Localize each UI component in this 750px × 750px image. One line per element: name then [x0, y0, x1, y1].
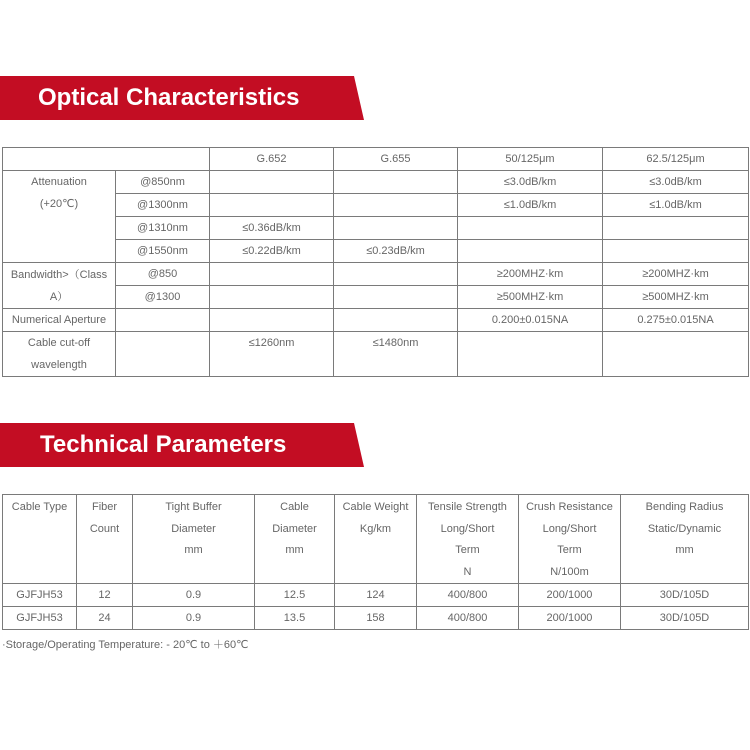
g655-cell [334, 171, 458, 194]
mm625-cell [603, 240, 749, 263]
g652-cell: ≤0.36dB/km [210, 217, 334, 240]
mm625-cell: ≥500MHZ·km [603, 286, 749, 309]
wavelength-cell: @1300 [116, 286, 210, 309]
tensile-strength-cell: 400/800 [417, 607, 519, 630]
cable-type-cell: GJFJH53 [3, 607, 77, 630]
mm50-cell [458, 240, 603, 263]
g655-cell [334, 309, 458, 332]
g655-cell [334, 286, 458, 309]
cutoff-label-line1: Cable cut-off [27, 337, 91, 349]
attenuation-label [3, 171, 116, 263]
mm50-cell [458, 217, 603, 240]
bandwidth-label-line2: A） [49, 290, 69, 303]
mm50-cell [458, 332, 603, 377]
attenuation-label-line2: (+20℃) [39, 198, 79, 210]
fiber-count-cell: 24 [77, 607, 133, 630]
optical-characteristics-table [2, 147, 749, 377]
tensile-strength-cell: 400/800 [417, 584, 519, 607]
sub-cell [116, 332, 210, 377]
cutoff-label-line2: wavelength [31, 359, 87, 371]
mm50-cell: ≤3.0dB/km [458, 171, 603, 194]
mm50-cell: ≥500MHZ·km [458, 286, 603, 309]
header-cell-tensile-strength [417, 495, 519, 584]
header-line: Term [557, 544, 582, 556]
header-line: mm [184, 544, 203, 556]
header-cell: 50/125μm [458, 148, 603, 171]
header-cell-fiber-count [77, 495, 133, 584]
header-line: Cable Weight [342, 501, 409, 513]
cable-weight-cell: 158 [335, 607, 417, 630]
wavelength-cell: @1310nm [116, 217, 210, 240]
g655-cell: ≤0.23dB/km [334, 240, 458, 263]
wavelength-cell: @1550nm [116, 240, 210, 263]
crush-resistance-cell: 200/1000 [519, 607, 621, 630]
header-line: Diameter [272, 522, 317, 535]
g652-cell [210, 286, 334, 309]
header-cell-cable-diameter [255, 495, 335, 584]
mm625-cell [603, 332, 749, 377]
header-line: mm [285, 544, 304, 556]
cable-diameter-cell: 13.5 [255, 607, 335, 630]
optical-characteristics-title: Optical Characteristics [38, 84, 300, 111]
header-line: Crush Resistance [526, 501, 613, 513]
table-row [3, 171, 749, 194]
header-cell: G.655 [334, 148, 458, 171]
header-line: Static/Dynamic [647, 522, 722, 535]
tight-buffer-cell: 0.9 [133, 607, 255, 630]
mm50-cell: ≥200MHZ·km [458, 263, 603, 286]
header-line: Bending Radius [645, 501, 724, 513]
header-line: Fiber [91, 501, 118, 513]
table-row [3, 584, 749, 607]
header-cell-cable-weight [335, 495, 417, 584]
table-row [3, 309, 749, 332]
table-header-row [3, 495, 749, 584]
g655-cell: ≤1480nm [334, 332, 458, 377]
bandwidth-label [3, 263, 116, 309]
bandwidth-label-line1: Bandwidth>（Class [10, 268, 108, 281]
header-line: N/100m [550, 565, 589, 578]
g652-cell: ≤0.22dB/km [210, 240, 334, 263]
header-line: Cable [280, 501, 309, 513]
g652-cell: ≤1260nm [210, 332, 334, 377]
wavelength-cell: @850 [116, 263, 210, 286]
cutoff-label [3, 332, 116, 377]
header-cell: 62.5/125μm [603, 148, 749, 171]
header-line: Term [455, 544, 480, 556]
header-line: Tensile Strength [428, 501, 507, 513]
g652-cell [210, 171, 334, 194]
header-cell [3, 148, 210, 171]
header-cell-bending-radius [621, 495, 749, 584]
header-line: Tight Buffer [165, 501, 222, 513]
header-cell-crush-resistance [519, 495, 621, 584]
wavelength-cell: @1300nm [116, 194, 210, 217]
mm625-cell: ≤1.0dB/km [603, 194, 749, 217]
bending-radius-cell: 30D/105D [621, 607, 749, 630]
mm50-cell: ≤1.0dB/km [458, 194, 603, 217]
attenuation-label-line1: Attenuation [31, 176, 87, 188]
g655-cell [334, 217, 458, 240]
mm625-cell: ≤3.0dB/km [603, 171, 749, 194]
g655-cell [334, 194, 458, 217]
g655-cell [334, 263, 458, 286]
header-line: Kg/km [359, 522, 392, 535]
wavelength-cell: @850nm [116, 171, 210, 194]
technical-parameters-table [2, 494, 749, 630]
header-line: Count [89, 522, 120, 535]
g652-cell [210, 194, 334, 217]
mm625-cell: 0.275±0.015NA [603, 309, 749, 332]
header-line: N [463, 565, 472, 578]
mm625-cell [603, 217, 749, 240]
technical-parameters-title: Technical Parameters [40, 431, 287, 458]
storage-temperature-note: ·Storage/Operating Temperature: - 20℃ to ＋60℃ [2, 639, 249, 651]
mm50-cell: 0.200±0.015NA [458, 309, 603, 332]
header-line: Cable Type [11, 501, 68, 513]
crush-resistance-cell: 200/1000 [519, 584, 621, 607]
tight-buffer-cell: 0.9 [133, 584, 255, 607]
table-row [3, 332, 749, 377]
table-header-row [3, 148, 749, 171]
header-line: mm [675, 544, 694, 556]
fiber-count-cell: 12 [77, 584, 133, 607]
header-line: Long/Short [440, 522, 495, 535]
g652-cell [210, 309, 334, 332]
g652-cell [210, 263, 334, 286]
table-row [3, 263, 749, 286]
sub-cell [116, 309, 210, 332]
table-row [3, 607, 749, 630]
header-cell-tight-buffer [133, 495, 255, 584]
header-cell: G.652 [210, 148, 334, 171]
header-line: Long/Short [542, 522, 597, 535]
bending-radius-cell: 30D/105D [621, 584, 749, 607]
numerical-aperture-label: Numerical Aperture [3, 309, 116, 332]
header-line: Diameter [171, 522, 216, 535]
cable-type-cell: GJFJH53 [3, 584, 77, 607]
cable-diameter-cell: 12.5 [255, 584, 335, 607]
cable-weight-cell: 124 [335, 584, 417, 607]
mm625-cell: ≥200MHZ·km [603, 263, 749, 286]
header-cell-cable-type [3, 495, 77, 584]
